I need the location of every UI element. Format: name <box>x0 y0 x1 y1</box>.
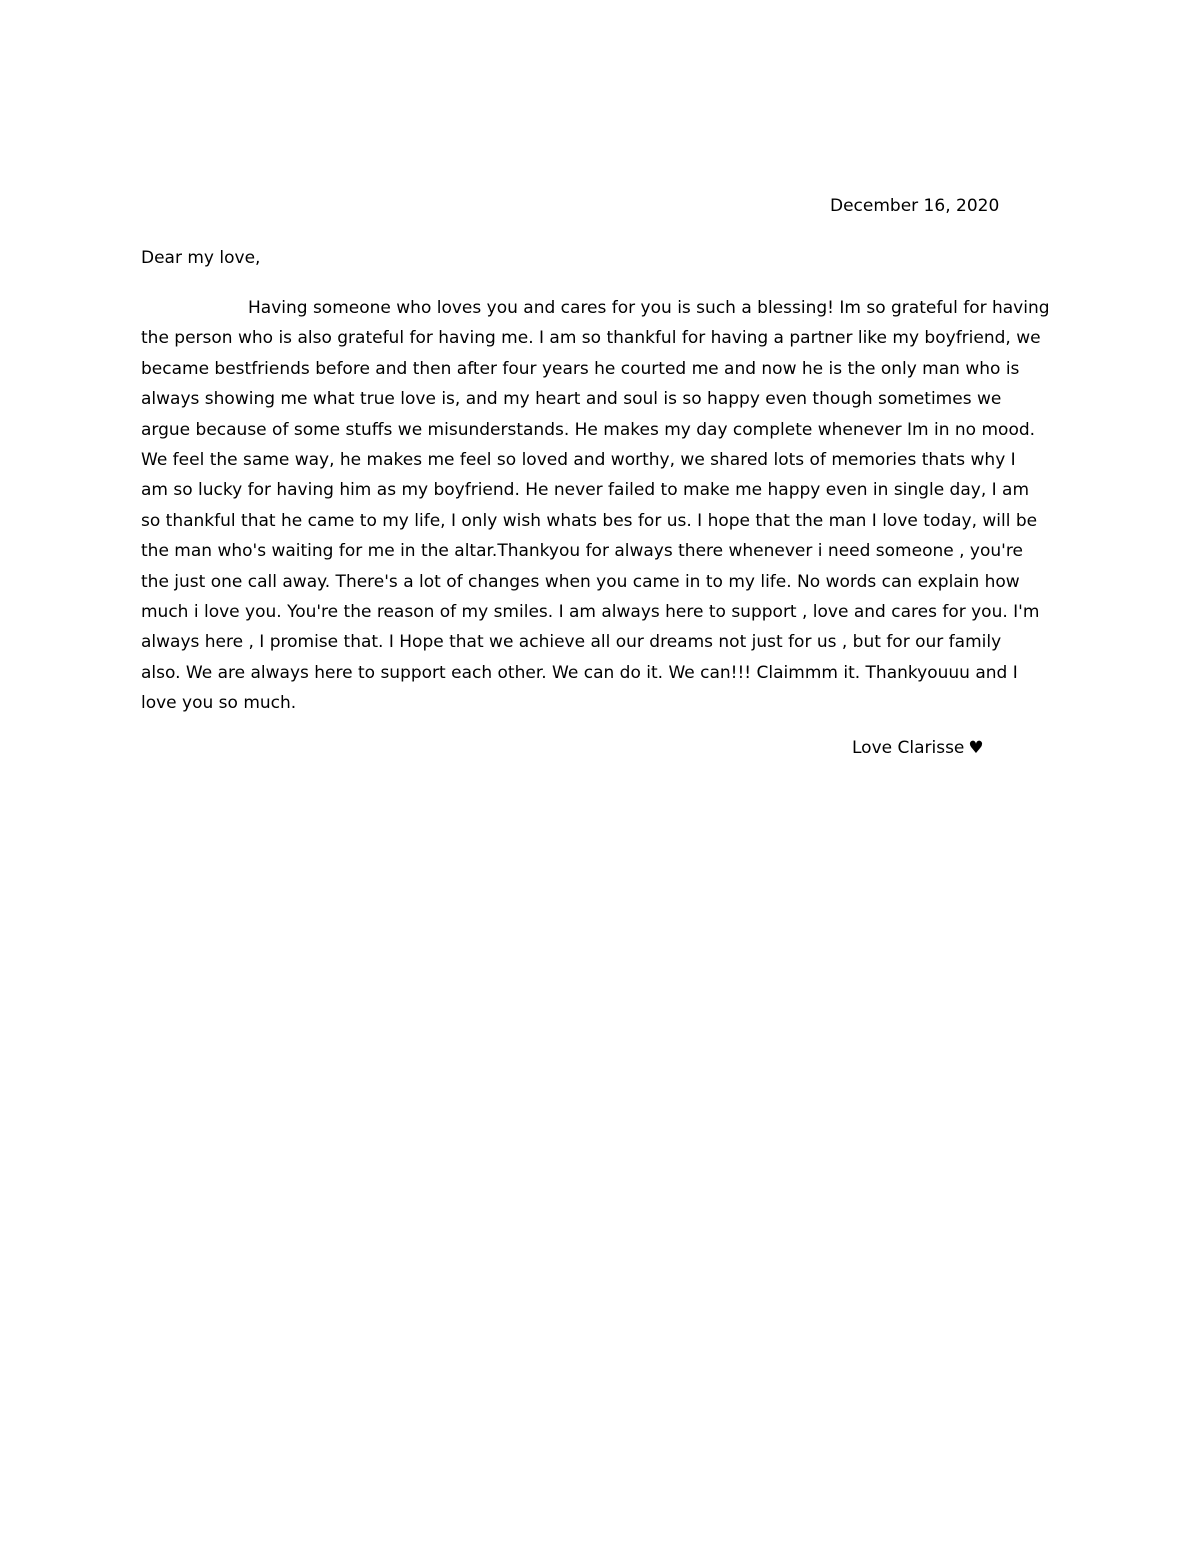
salutation: Dear my love, <box>141 248 261 268</box>
body-line: became bestfriends before and then after four years he courted me and now he is the only man who is <box>141 358 1020 379</box>
body-line: so thankful that he came to my life, I only wish whats bes for us. I hope that the man I love today, will be <box>141 510 1038 531</box>
body-line: Having someone who loves you and cares for you is such a blessing! Im so grateful for having <box>248 298 1050 318</box>
letter-body <box>141 293 1059 719</box>
body-line: argue because of some stuffs we misunderstands. He makes my day complete whenever Im in no mood. <box>141 419 1036 440</box>
body-line: always showing me what true love is, and my heart and soul is so happy even though sometimes we <box>141 389 1002 410</box>
signature <box>852 736 984 760</box>
body-line: the just one call away. There's a lot of changes when you came in to my life. No words can explain how <box>141 571 1020 592</box>
body-line: also. We are always here to support each other. We can do it. We can!!! Claimmm it. Thankyouuu and I <box>141 662 1018 683</box>
heart-icon: ♥ <box>968 738 984 758</box>
body-line: the man who's waiting for me in the altar.Thankyou for always there whenever i need someone , you're <box>141 541 1023 562</box>
body-line: We feel the same way, he makes me feel so loved and worthy, we shared lots of memories thats why I <box>141 450 1016 471</box>
body-line: the person who is also grateful for having me. I am so thankful for having a partner like my boyfriend, we <box>141 328 1041 349</box>
body-line: love you so much. <box>141 693 297 714</box>
signature-text: Love Clarisse <box>852 738 965 758</box>
body-line: am so lucky for having him as my boyfriend. He never failed to make me happy even in single day, I am <box>141 480 1030 501</box>
body-line: much i love you. You're the reason of my smiles. I am always here to support , love and cares for you. I'm <box>141 602 1040 623</box>
letter-date: December 16, 2020 <box>830 196 1000 216</box>
body-line: always here , I promise that. I Hope that we achieve all our dreams not just for us , but for our family <box>141 632 1002 653</box>
